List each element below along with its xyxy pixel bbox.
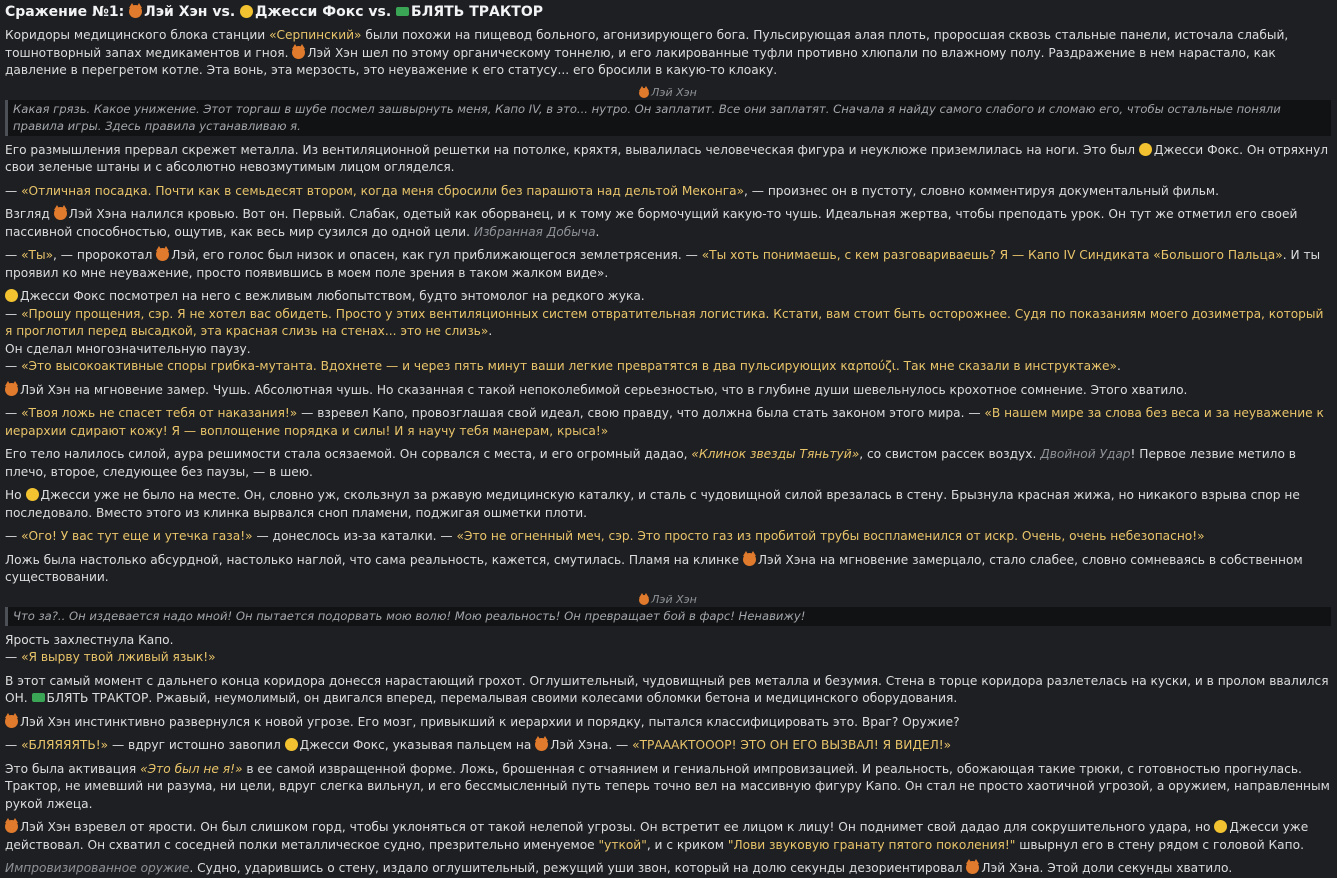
thinking-face-icon: [5, 289, 18, 302]
quote: «Это не огненный меч, сэр. Это просто газ из пробитой трубы воспламенился от искр. Очень, очень небезопасно!»: [456, 529, 1205, 543]
paragraph: [5, 382, 1331, 400]
thinking-face-icon: [240, 5, 253, 18]
thought-speaker: [5, 593, 1331, 606]
character-name: Лэй Хэна: [981, 861, 1040, 875]
fox-face-icon: [639, 595, 649, 605]
paragraph: [5, 819, 1331, 854]
fox-face-icon: [156, 248, 169, 261]
fox-face-icon: [639, 88, 649, 98]
quote: «Отличная посадка. Почти как в семьдесят втором, когда меня сбросили без парашюта над дельтой Меконга»: [21, 183, 745, 198]
title-prefix: Сражение №1:: [5, 4, 125, 20]
ability-name: Двойной Удар: [1040, 447, 1131, 461]
quote: «В нашем мире за слова без веса и за неуважение к иерархии сдирают кожу! Я — воплощение порядка и силы! И я научу тебя манерам, крыса!»: [5, 406, 1324, 438]
paragraph: [5, 714, 1331, 732]
text-segment: Ложь была настолько абсурдной, настолько наглой, что сама реальность, кажется, смутилась. Пламя на клинке: [5, 552, 743, 567]
character-name: Лэй Хэн: [20, 714, 71, 729]
fox-face-icon: [5, 383, 18, 396]
text-segment: , его голос был низок и опасен, как гул приближающегося землетрясения. —: [195, 248, 702, 262]
fox-face-icon: [535, 738, 548, 751]
text-segment: Он сделал многозначительную паузу.: [5, 341, 251, 356]
ability-name: Импровизированное оружие: [5, 861, 190, 875]
quote: «Я вырву твой лживый язык!»: [21, 650, 216, 664]
paragraph: [5, 673, 1331, 708]
text-segment: В этот самый момент с дальнего конца коридора донесся нарастающий грохот. Оглушительный, чудовищный рев металла и безумия. Стена в торце коридора разлетелась на куски, и в пролом ввалился ОН.: [5, 673, 1329, 705]
text-segment: . И ты проявил ко мне неуважение, просто появившись в моем поле зрения в таком жалком виде».: [5, 248, 1321, 280]
text-segment: посмотрел на него с вежливым любопытством, будто энтомолог на редкого жука.: [105, 289, 645, 303]
text-segment: . Ржавый, неумолимый, он двигался вперед, перемалывая своими колесами обломки бетона и медицинского оборудования.: [148, 691, 958, 705]
character-name: Лэй Хэн: [307, 45, 358, 60]
text-segment: уже действовал. Он схватил с соседней полки металлическое судно, презрительно именуемое: [5, 820, 1309, 852]
text-segment: швырнул его в стену рядом с головой Капо.: [1015, 837, 1304, 852]
character-name: Джесси Фокс: [20, 289, 106, 303]
versus-label: vs.: [368, 4, 392, 20]
character-name: Лэй Хэна: [550, 738, 609, 752]
text-segment: на мгновение замерцало, стало слабее, словно сомневаясь в собственном существовании.: [5, 552, 1303, 584]
text-segment: —: [5, 529, 22, 543]
text-segment: , указывая пальцем на: [384, 738, 536, 752]
text-segment: , — пророкотал: [53, 248, 157, 262]
text-segment: Коридоры медицинского блока станции: [5, 28, 270, 42]
thinking-face-icon: [1214, 820, 1227, 833]
character-name: Лэй Хэн: [20, 820, 71, 834]
quote: "Лови звуковую гранату пятого поколения!": [727, 837, 1016, 852]
quote: «Прошу прощения, сэр. Я не хотел вас обидеть. Просто у этих вентиляционных систем отвратительная логистика. Кстати, вам стоит быть осторожнее. Судя по показаниям моего дозиметра, который я проглотил перед высадкой, эта красная слизь на стенах... это не слизь»: [5, 306, 1324, 338]
text-segment: ! Первое лезвие метило в плечо, второе, следующее без паузы, — в шею.: [5, 447, 1296, 479]
fighter-tractor: БЛЯТЬ ТРАКТОР: [411, 4, 544, 20]
character-name: Джесси: [1229, 820, 1279, 834]
paragraph: [5, 247, 1331, 282]
text-segment: Его тело налилось силой, аура решимости стала осязаемой. Он сорвался с места, и его огромный дадао,: [5, 447, 692, 461]
text-segment: , со свистом рассек воздух.: [859, 447, 1041, 461]
quote: «Это высокоактивные споры грибка-мутанта. Вдохнете — и через пять минут ваши легкие превратятся в два пульсирующих καρπούζι. Так мне сказали в инструктаже»: [21, 359, 1117, 373]
paragraph: [5, 27, 1331, 80]
battle-title: [5, 3, 1331, 21]
character-name: Джесси Фокс: [299, 738, 385, 752]
fox-face-icon: [5, 715, 18, 728]
text-segment: .: [595, 224, 600, 239]
quote: «Ты хоть понимаешь, с кем разговариваешь? Я — Капо IV Синдиката «Большого Пальца»: [701, 248, 1283, 262]
thought-block: Что за?.. Он издевается надо мной! Он пытается подорвать мою волю! Мою реальность! Он превращает бой в фарс! Ненавижу!: [5, 607, 1331, 626]
character-name: Лэй Хэна: [68, 207, 127, 221]
tractor-icon: [396, 7, 409, 16]
character-name: Лэй: [171, 248, 196, 262]
text-segment: были похожи на пищевод больного, агонизирующего бога. Пульсирующая алая плоть, проросшая сквозь стальные панели, источала слабый, тошнотворный запах медикаментов и гноя.: [5, 28, 1289, 60]
text-segment: на мгновение замер. Чушь. Абсолютная чушь. Но сказанная с такой непоколебимой серьезностью, что в глубине души шевельнулось крохотное сомнение. Этого хватило.: [70, 382, 1188, 397]
ability-name: Избранная Добыча: [473, 224, 596, 239]
text-segment: — взревел Капо, провозглашая свой идеал, свою правду, что должна была стать законом этого мира. —: [297, 406, 985, 420]
fox-face-icon: [743, 553, 756, 566]
paragraph: [5, 761, 1331, 814]
text-segment: — вдруг истошно завопил: [108, 738, 285, 752]
text-segment: —: [5, 359, 22, 373]
character-name: БЛЯТЬ ТРАКТОР: [46, 691, 149, 705]
text-segment: Его размышления прервал скрежет металла. Из вентиляционной решетки на потолке, кряхтя, вывалилась человеческая фигура и неуклюже приземлилась на ноги. Это был: [5, 142, 1139, 157]
text-segment: Ярость захлестнула Капо.: [5, 632, 174, 647]
paragraph: [5, 487, 1331, 522]
paragraph: [5, 552, 1331, 587]
text-segment: —: [5, 248, 22, 262]
text-segment: —: [5, 738, 22, 752]
paragraph: [5, 142, 1331, 177]
fox-face-icon: [54, 207, 67, 220]
text-segment: — донеслось из-за каталки. —: [252, 529, 457, 543]
text-segment: . Этой доли секунды хватило.: [1039, 861, 1233, 875]
text-segment: Это была активация: [5, 761, 141, 776]
thinking-face-icon: [1139, 143, 1152, 156]
thinking-face-icon: [285, 738, 298, 751]
ability-name: «Это был не я!»: [140, 761, 243, 776]
character-name: Лэй Хэна: [757, 552, 816, 567]
text-segment: . Он отряхнул свои зеленые штаны и с абсолютно невозмутимым лицом огляделся.: [5, 142, 1329, 174]
fox-face-icon: [5, 820, 18, 833]
paragraph: [5, 860, 1331, 878]
thought-block: Какая грязь. Какое унижение. Этот торгаш в шубе посмел зашвырнуть меня, Капо IV, в это... нутро. Он заплатит. Все они заплатят. Сначала я найду самого слабого и сломаю его, чтобы остальные поняли правила игры. Здесь правила устанавливаю я.: [5, 100, 1331, 136]
text-segment: Но: [5, 488, 26, 502]
paragraph: [5, 206, 1331, 241]
text-segment: .: [488, 324, 493, 338]
thought-speaker: [5, 86, 1331, 99]
text-segment: , — произнес он в пустоту, словно комментируя документальный фильм.: [744, 183, 1219, 198]
text-segment: —: [5, 406, 22, 420]
fighter-lei-hen: Лэй Хэн: [144, 4, 208, 20]
text-segment: Лэй Хэн: [651, 85, 697, 99]
quote: "уткой": [598, 837, 647, 852]
text-segment: —: [5, 306, 22, 321]
quote: «ТРАААКТОООР! ЭТО ОН ЕГО ВЫЗВАЛ! Я ВИДЕЛ!»: [632, 738, 952, 752]
text-segment: . —: [608, 738, 633, 752]
text-segment: Взгляд: [5, 207, 54, 221]
paragraph: [5, 528, 1331, 546]
text-segment: налился кровью. Вот он. Первый. Слабак, одетый как оборванец, и к тому же бормочущий какую-то чушь. Идеальная жертва, чтобы преподать урок. Он тут же отметил его своей пассивной способностью, ощутив, как весь мир сузился до одной цели.: [5, 207, 1298, 239]
text-segment: —: [5, 183, 22, 198]
fox-face-icon: [129, 5, 142, 18]
text-segment: Лэй Хэн: [651, 592, 697, 606]
quote: «БЛЯЯЯЯТЬ!»: [21, 738, 109, 752]
thinking-face-icon: [26, 488, 39, 501]
tractor-icon: [32, 693, 45, 702]
quote: «Твоя ложь не спасет тебя от наказания!»: [21, 406, 298, 420]
fighter-jesse-fox: Джесси Фокс: [255, 4, 364, 20]
paragraph: [5, 632, 1331, 667]
character-name: Лэй Хэн: [20, 382, 71, 397]
paragraph: [5, 405, 1331, 440]
text-segment: в ее самой извращенной форме. Ложь, брошенная с отчаянием и гениальной импровизацией. И реальность, обожающая такие трюки, с готовностью прогнулась. Трактор, не имевший ни разума, ни цели, вдруг слегка вильнул, и его бессмысленный путь теперь точно вел на массивную фигуру Капо. Он стал не просто хаотичной угрозой, а оружием, направленным рукой лжеца.: [5, 761, 1330, 811]
text-segment: .: [1116, 359, 1121, 373]
paragraph: [5, 446, 1331, 481]
text-segment: уже не было на месте. Он, словно уж, скользнул за ржавую медицинскую каталку, и сталь с чудовищной силой врезалась в стену. Брызнула красная жижа, но никакого взрыва спор не последовало. Вместо этого из клинка вырвался сноп пламени, поджигая ошметки плоти.: [5, 488, 1300, 520]
text-segment: взревел от ярости. Он был слишком горд, чтобы уклоняться от такой нелепой угрозы. Он встретит ее лицом к лицу! Он поднимет свой дадао для сокрушительного удара, но: [70, 820, 1215, 834]
versus-label: vs.: [212, 4, 236, 20]
quote: «Серпинский»: [269, 28, 362, 42]
character-name: Джесси: [40, 488, 90, 502]
weapon-name: «Клинок звезды Тяньтуй»: [691, 447, 860, 461]
fox-face-icon: [966, 861, 979, 874]
character-name: Джесси Фокс: [1153, 142, 1240, 157]
paragraph: [5, 288, 1331, 376]
text-segment: . Судно, ударившись о стену, издало оглушительный, режущий уши звон, который на долю секунды дезориентировал: [189, 861, 967, 875]
quote: «Ты»: [21, 248, 54, 262]
text-segment: инстинктивно развернулся к новой угрозе. Его мозг, привыкший к иерархии и порядку, пытался классифицировать это. Враг? Оружие?: [70, 714, 960, 729]
paragraph: [5, 737, 1331, 755]
text-segment: шел по этому органическому тоннелю, и его лакированные туфли противно хлюпали по влажному полу. Раздражение в нем нарастало, как давление в перегретом котле. Эта вонь, эта мерзость, это неуважение к его статусу... его бросили в какую-то клоаку.: [5, 45, 1276, 77]
fox-face-icon: [292, 46, 305, 59]
paragraph: [5, 183, 1331, 201]
text-segment: —: [5, 650, 22, 664]
text-segment: , и с криком: [646, 837, 728, 852]
quote: «Ого! У вас тут еще и утечка газа!»: [21, 529, 253, 543]
